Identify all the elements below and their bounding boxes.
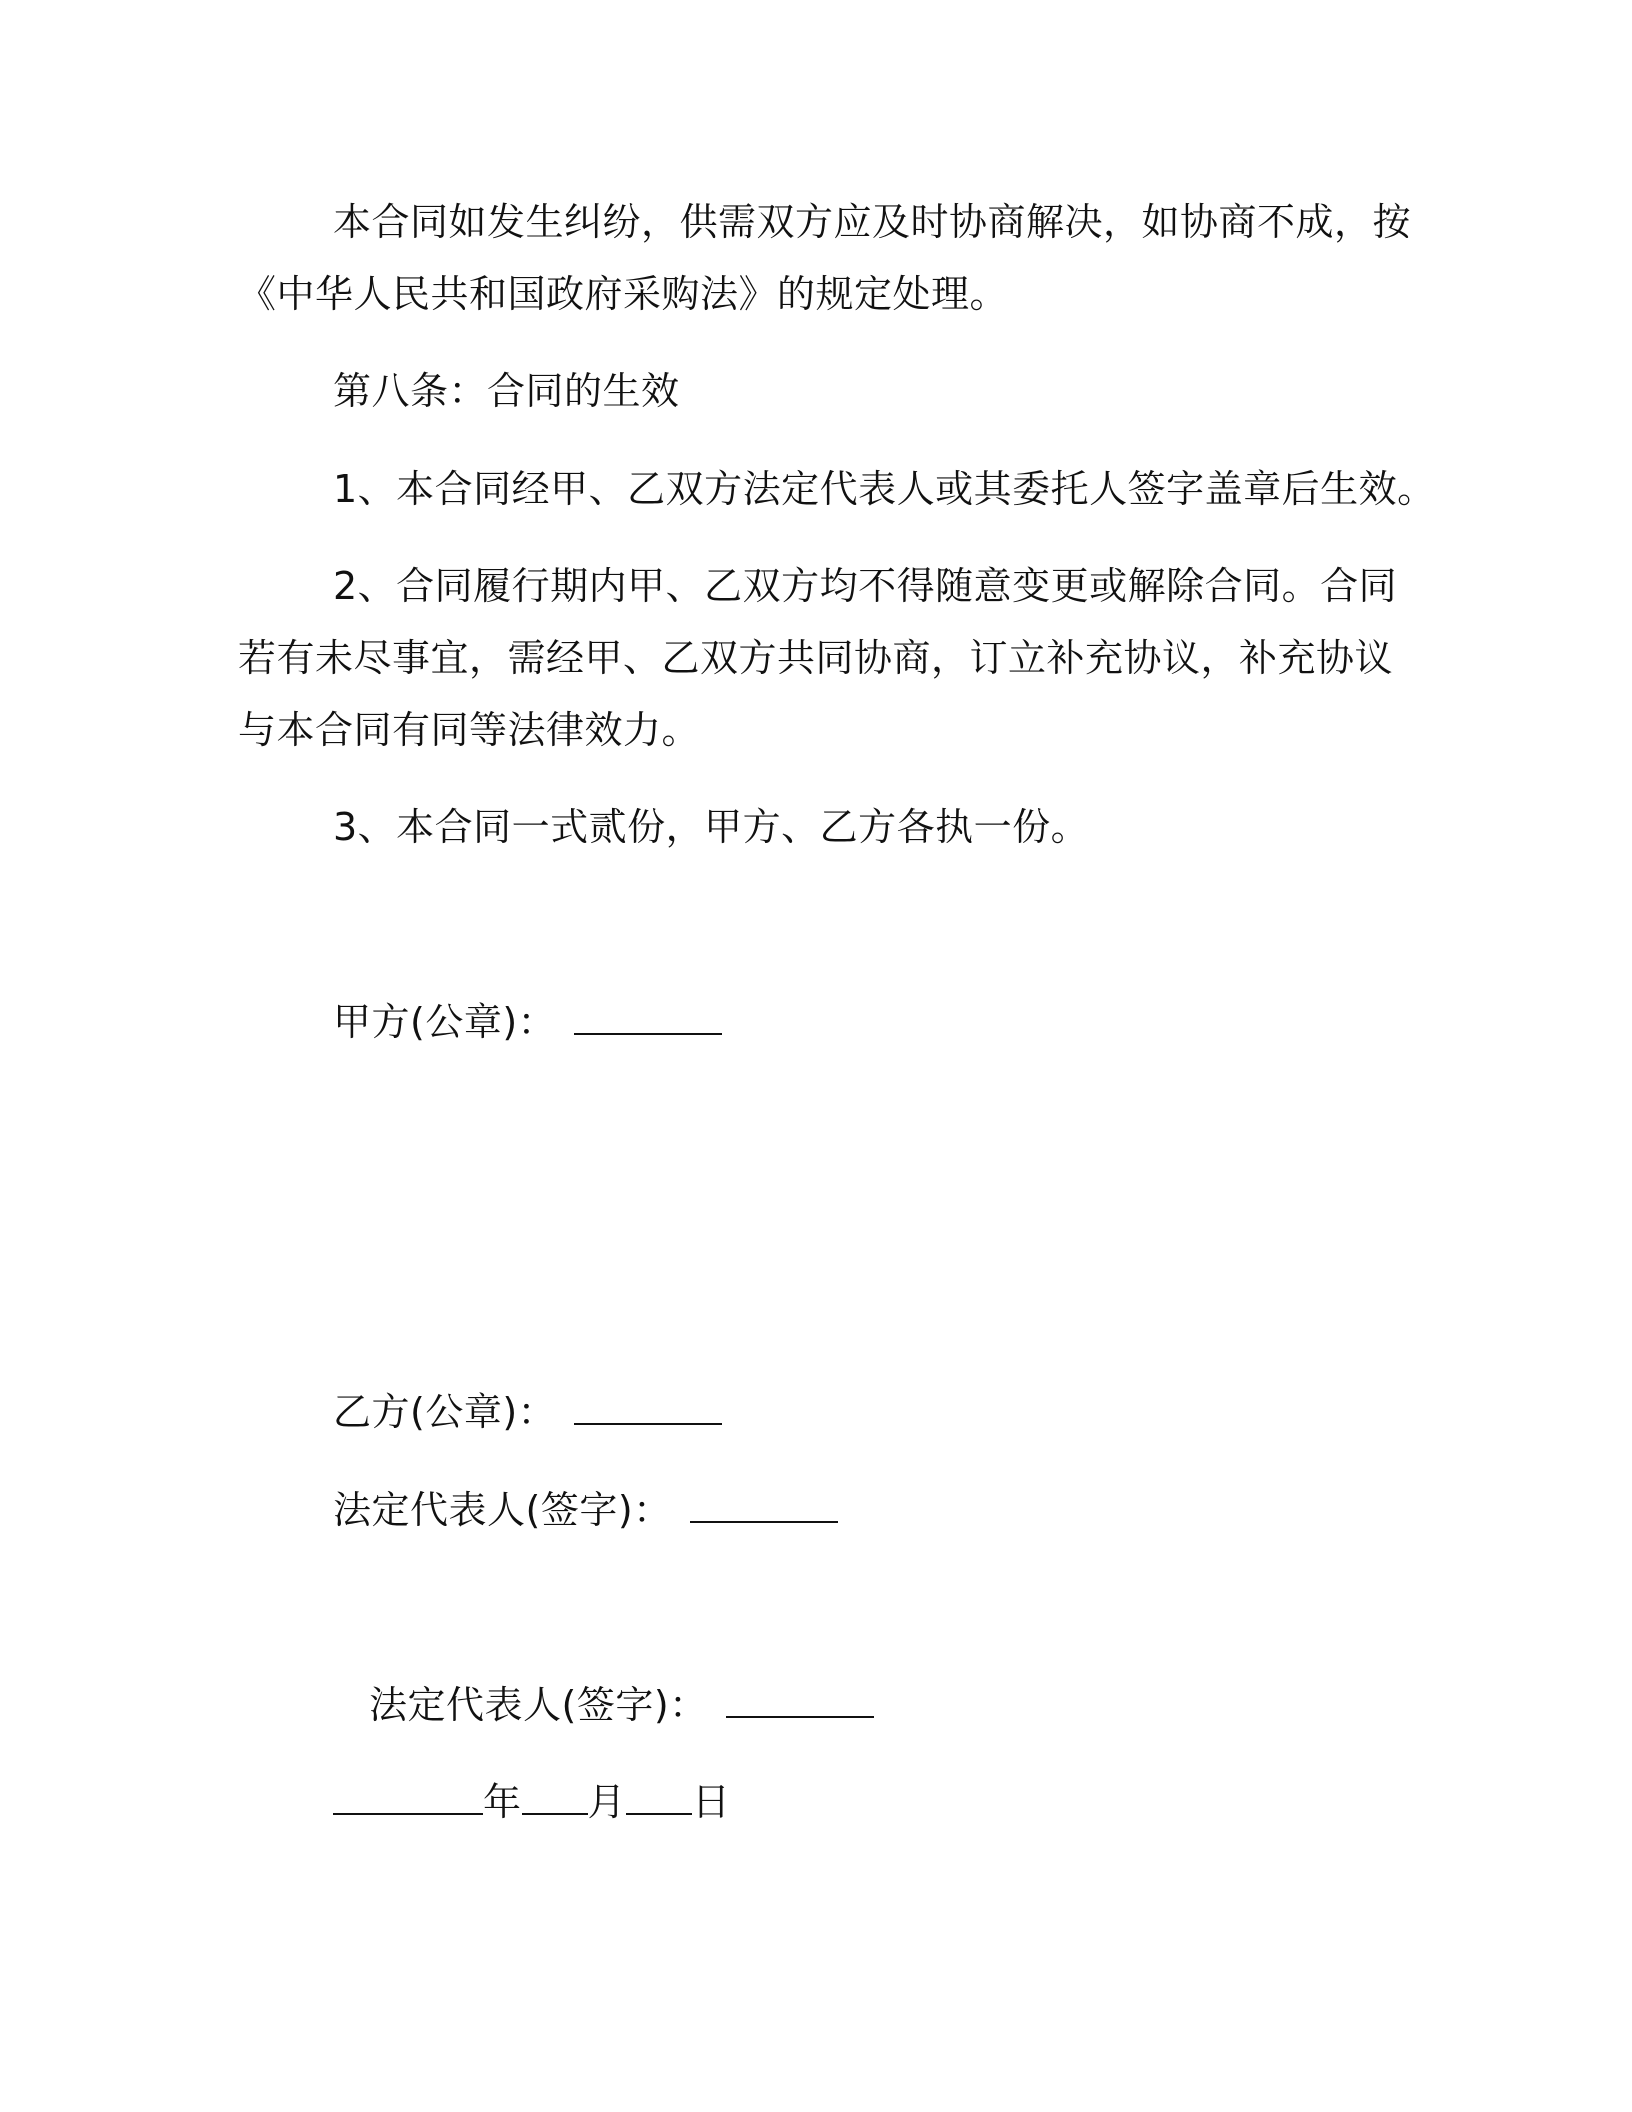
party-a-seal-line: [333, 998, 722, 1046]
legal-rep-blank-2[interactable]: [726, 1682, 874, 1718]
day-label: 日: [692, 1780, 731, 1824]
legal-rep-line-1: [333, 1486, 838, 1534]
legal-rep-line-2: [369, 1681, 874, 1729]
party-b-seal-blank[interactable]: [574, 1389, 722, 1425]
year-blank[interactable]: [333, 1779, 483, 1815]
month-blank[interactable]: [522, 1779, 588, 1815]
party-a-seal-blank[interactable]: [574, 999, 722, 1035]
article-eight-heading: 第八条：合同的生效: [333, 369, 680, 413]
date-line: [333, 1778, 731, 1826]
legal-rep-label-1: 法定代表人(签字)：: [333, 1488, 672, 1532]
legal-rep-label-2: 法定代表人(签字)：: [369, 1683, 708, 1727]
party-b-seal-label: 乙方(公章)：: [333, 1390, 557, 1434]
clause-2-line1: 2、合同履行期内甲、乙双方均不得随意变更或解除合同。合同: [333, 564, 1398, 608]
clause-2-line3: 与本合同有同等法律效力。: [238, 708, 701, 752]
clause-1: 1、本合同经甲、乙双方法定代表人或其委托人签字盖章后生效。: [333, 467, 1436, 511]
legal-rep-blank-1[interactable]: [690, 1487, 838, 1523]
clause-2-line2: 若有未尽事宜，需经甲、乙双方共同协商，订立补充协议，补充协议: [238, 636, 1394, 680]
party-b-seal-line: [333, 1388, 722, 1436]
year-label: 年: [483, 1780, 522, 1824]
paragraph-dispute-line1: 本合同如发生纠纷，供需双方应及时协商解决，如协商不成，按: [333, 200, 1412, 244]
clause-3: 3、本合同一式贰份，甲方、乙方各执一份。: [333, 805, 1090, 849]
day-blank[interactable]: [626, 1779, 692, 1815]
party-a-seal-label: 甲方(公章)：: [333, 1000, 557, 1044]
paragraph-dispute-line2: 《中华人民共和国政府采购法》的规定处理。: [238, 272, 1009, 316]
month-label: 月: [587, 1780, 627, 1824]
